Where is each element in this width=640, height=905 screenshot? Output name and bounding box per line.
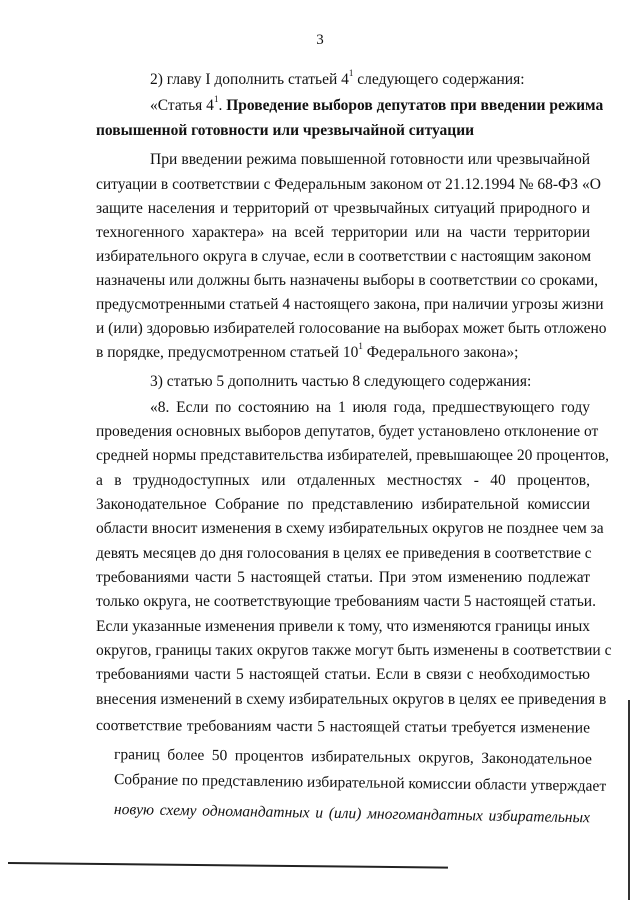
text-line: и (или) здоровью избирателей голосование на выборах может быть отложено — [96, 320, 607, 337]
text-line: средней нормы представительства избирателей, превышающее 20 процентов, — [96, 447, 610, 464]
text-segment: 2) главу I дополнить статьей 4 — [150, 71, 349, 88]
text-segment: Федерального закона»; — [362, 344, 519, 361]
text-line: назначены или должны быть назначены выборы в соответствии со сроками, — [96, 272, 598, 289]
text-line — [150, 70, 525, 90]
text-segment: «Статья 4 — [150, 97, 214, 114]
text-line: требованиями части 5 настоящей статьи. Если в связи с необходимостью — [96, 666, 590, 683]
scan-edge-right — [628, 700, 630, 900]
text-line: только округа, не соответствующие требованиям части 5 настоящей статьи. — [96, 593, 596, 610]
text-line: проведения основных выборов депутатов, будет установлено отклонение от — [96, 423, 599, 440]
page-number: 3 — [316, 32, 324, 48]
text-line: 3) статью 5 дополнить частью 8 следующего содержания: — [150, 373, 532, 390]
article-heading — [150, 96, 603, 116]
article-title-continued: повышенной готовности или чрезвычайной ситуации — [96, 122, 475, 139]
text-line: ситуации в соответствии с Федеральным законом от 21.12.1994 № 68-ФЗ «О — [96, 176, 601, 193]
text-line — [96, 343, 518, 363]
text-line: области вносит изменения в схему избирательных округов не позднее чем за — [96, 520, 604, 537]
text-line: Собрание по представлению избирательной комиссии области утверждает — [113, 771, 607, 795]
text-line: предусмотренными статьей 4 настоящего закона, при наличии угрозы жизни — [96, 296, 604, 313]
superscript: 1 — [358, 341, 363, 351]
text-line: защите населения и территорий от чрезвычайных ситуаций природного и — [96, 200, 590, 217]
text-segment: следующего содержания: — [353, 71, 525, 88]
text-segment: в порядке, предусмотренном статьей 10 — [96, 344, 359, 361]
text-line: «8. Если по состоянию на 1 июля года, предшествующего году — [150, 399, 590, 416]
text-line: Законодательное Собрание по представлению избирательной комиссии — [96, 496, 590, 513]
superscript: 1 — [348, 68, 354, 78]
text-line: а в труднодоступных или отдаленных местностях - 40 процентов, — [96, 472, 590, 489]
text-line: девять месяцев до дня голосования в целях ее приведения в соответствие с — [96, 545, 592, 562]
text-line: внесения изменений в схему избирательных округов в целях ее приведения в — [96, 691, 607, 708]
text-line: избирательного округа в случае, если в соответствии с настоящим законом — [96, 248, 592, 265]
text-segment: . — [218, 97, 227, 114]
text-line: При введении режима повышенной готовности или чрезвычайной — [150, 151, 590, 168]
text-line: соответствие требованиям части 5 настоящей статьи требуется изменение — [95, 717, 591, 737]
text-line: новую схему одномандатных и (или) многомандатных избирательных — [113, 801, 591, 827]
superscript: 1 — [213, 94, 219, 104]
text-line: округов, границы таких округов также могут быть изменены в соответствии с — [96, 642, 612, 659]
text-line: Если указанные изменения привели к тому, что изменяются границы иных — [96, 618, 590, 635]
scan-edge-bottom — [8, 862, 448, 869]
article-title: Проведение выборов депутатов при введении режима — [226, 97, 604, 114]
text-line: требованиями части 5 настоящей статьи. При этом изменению подлежат — [96, 569, 590, 586]
text-line: техногенного характера» на всей территории или на части территории — [96, 224, 590, 241]
text-line: границ более 50 процентов избирательных округов, Законодательное — [113, 746, 593, 769]
